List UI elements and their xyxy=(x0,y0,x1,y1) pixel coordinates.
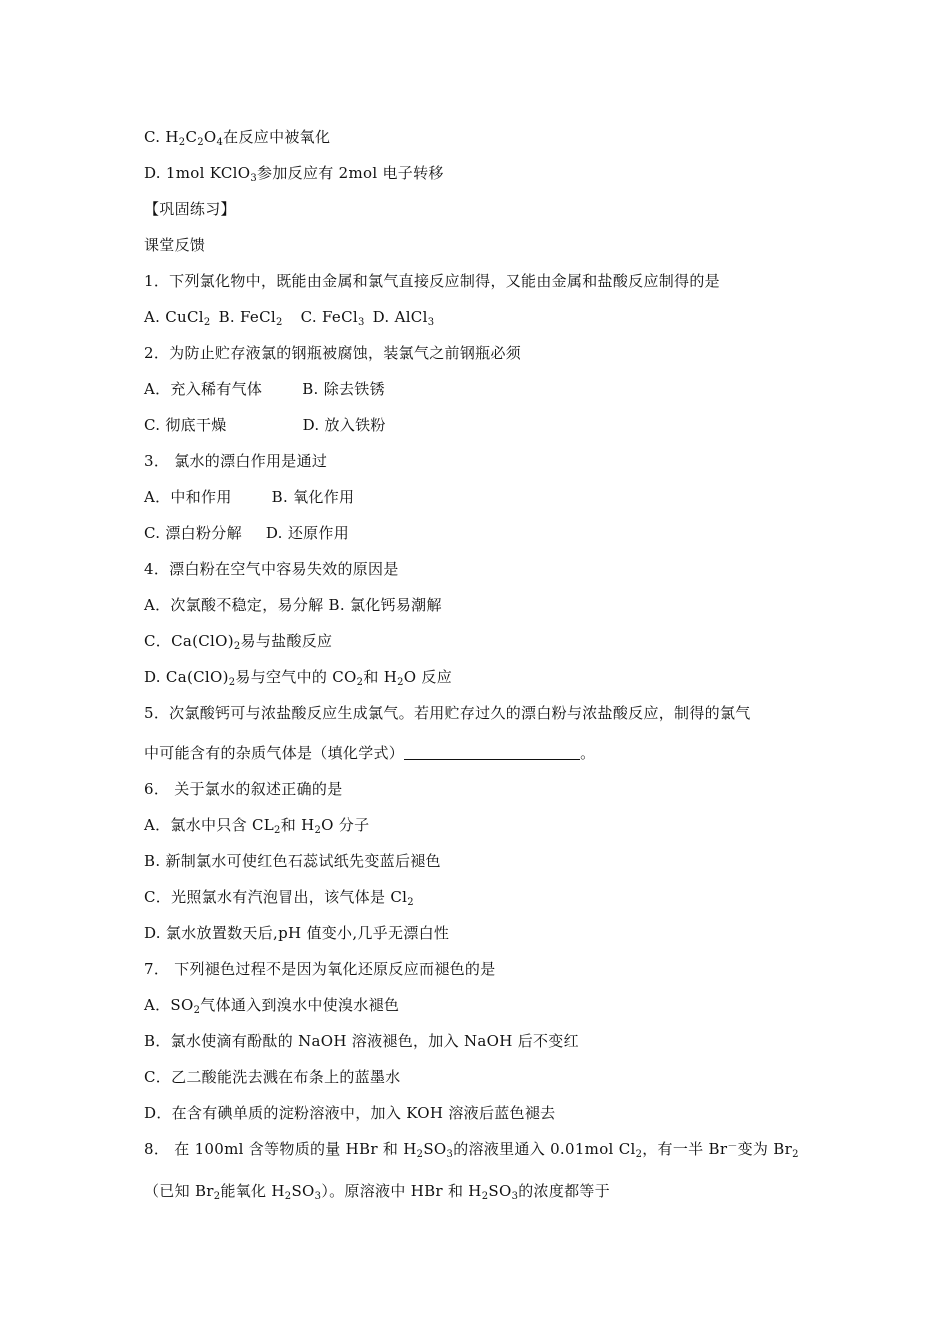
question-8-line-2: （已知 $Br_2$能氧化 $H_2SO_3$）。原溶液中 HBr 和 $H_2SO_3$的浓度都等于 xyxy=(144,1182,611,1202)
question-7-option-d: D．在含有碘单质的淀粉溶液中，加入 KOH 溶液后蓝色褪去 xyxy=(144,1104,556,1122)
option-c-line: C. $H_2C_2O_4$在反应中被氧化 xyxy=(144,128,331,148)
question-6-option-d: D. 氯水放置数天后,pH 值变小,几乎无漂白性 xyxy=(144,924,450,942)
question-4: 4．漂白粉在空气中容易失效的原因是 xyxy=(144,560,399,578)
question-7-option-c: C．乙二酸能洗去溅在布条上的蓝墨水 xyxy=(144,1068,401,1086)
question-3-options-ab: A．中和作用 B. 氧化作用 xyxy=(144,488,355,506)
question-6-option-c: C．光照氯水有汽泡冒出，该气体是 $Cl_2$ xyxy=(144,888,414,908)
question-7-option-b: B．氯水使滴有酚酞的 NaOH 溶液褪色，加入 NaOH 后不变红 xyxy=(144,1032,579,1050)
question-8-line-1: 8． 在 100ml 含等物质的量 HBr 和 $H_2SO_3$的溶液里通入 0.01mol $Cl_2$，有一半 Br－变为 $Br_2$ xyxy=(144,1140,799,1160)
question-3: 3． 氯水的漂白作用是通过 xyxy=(144,452,328,470)
question-6-option-a: A．氯水中只含 $CL_2$和 $H_2O$ 分子 xyxy=(144,816,370,836)
question-1-options: A. CuCl$_2$ B. FeCl$_2$ C. FeCl$_3$ D. AlCl$_3$ xyxy=(144,308,435,328)
question-4-option-d: D. $Ca(ClO)_2$易与空气中的 $CO_2$和 $H_2O$ 反应 xyxy=(144,668,453,688)
question-7: 7． 下列褪色过程不是因为氧化还原反应而褪色的是 xyxy=(144,960,496,978)
question-4-options-ab: A．次氯酸不稳定，易分解 B. 氯化钙易潮解 xyxy=(144,596,442,614)
answer-blank[interactable] xyxy=(404,745,580,760)
option-d-line: D. 1mol KClO$_3$参加反应有 2mol 电子转移 xyxy=(144,164,444,184)
question-1: 1．下列氯化物中，既能由金属和氯气直接反应制得，又能由金属和盐酸反应制得的是 xyxy=(144,272,720,290)
question-4-option-c: C．$Ca(ClO)_2$易与盐酸反应 xyxy=(144,632,333,652)
question-5-line-1: 5．次氯酸钙可与浓盐酸反应生成氯气。若用贮存过久的漂白粉与浓盐酸反应，制得的氯气 xyxy=(144,704,751,722)
section-title: 【巩固练习】 xyxy=(144,200,236,218)
question-2-options-cd: C. 彻底干燥 D. 放入铁粉 xyxy=(144,416,386,434)
question-5-line-2: 中可能含有的杂质气体是（填化学式） 。 xyxy=(144,744,596,762)
question-2-options-ab: A．充入稀有气体 B. 除去铁锈 xyxy=(144,380,385,398)
question-6-option-b: B. 新制氯水可使红色石蕊试纸先变蓝后褪色 xyxy=(144,852,441,870)
subsection-title: 课堂反馈 xyxy=(144,236,206,254)
question-3-options-cd: C. 漂白粉分解 D. 还原作用 xyxy=(144,524,350,542)
question-2: 2．为防止贮存液氯的钢瓶被腐蚀，装氯气之前钢瓶必须 xyxy=(144,344,522,362)
question-7-option-a: A．$SO_2$气体通入到溴水中使溴水褪色 xyxy=(144,996,400,1016)
question-6: 6． 关于氯水的叙述正确的是 xyxy=(144,780,343,798)
